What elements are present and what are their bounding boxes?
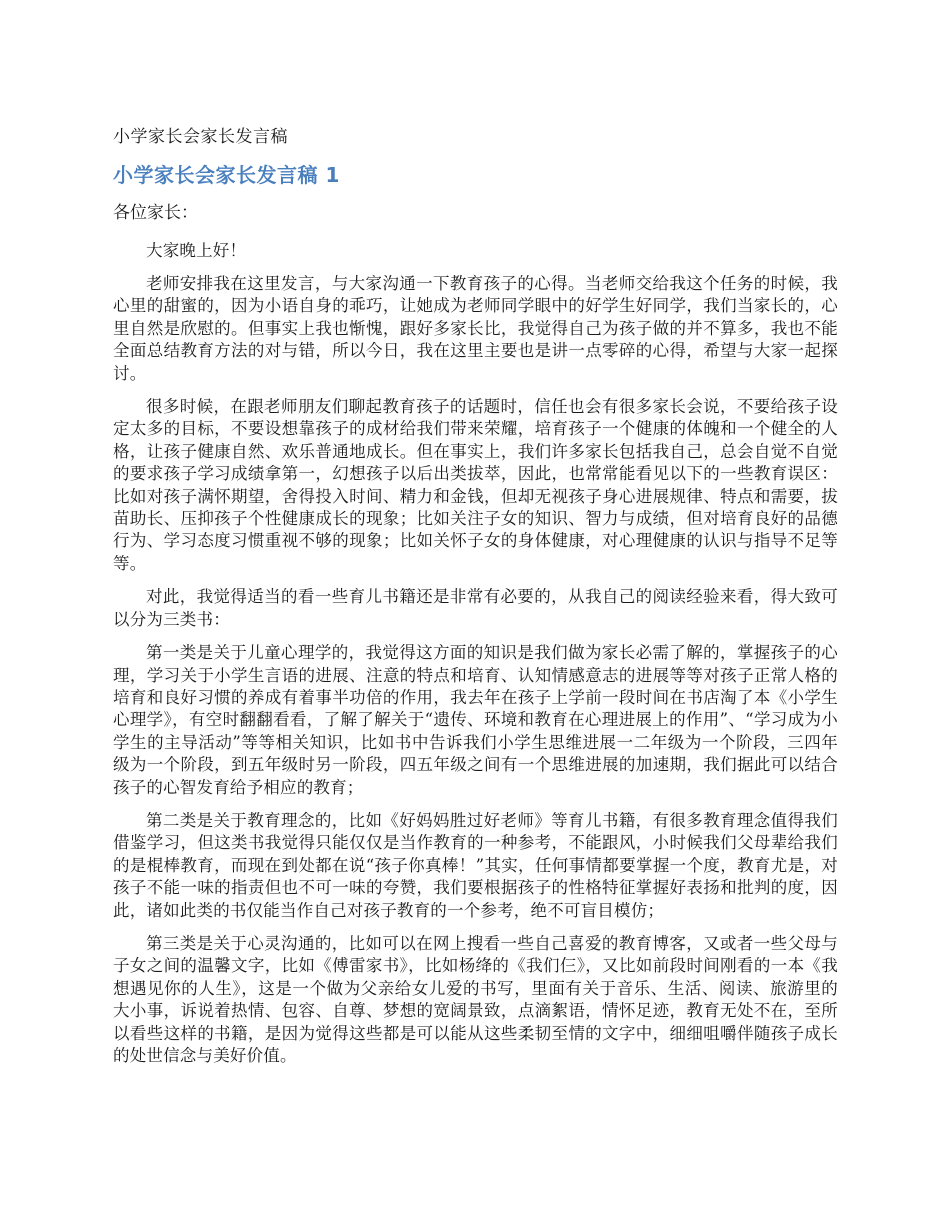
paragraph: 第二类是关于教育理念的，比如《好妈妈胜过好老师》等育儿书籍，有很多教育理念值得我们借鉴学习，但这类书我觉得只能仅仅是当作教育的一种参考，不能跟风，小时候我们父母辈给我们的是棍棒教育，而现在到处都在说“孩子你真棒！”其实，任何事情都要掌握一个度，教育尤是，对孩子不能一味的指责但也不可一味的夸赞，我们要根据孩子的性格特征掌握好表扬和批判的度，因此，诸如此类的书仅能当作自己对孩子教育的一个参考，绝不可盲目模仿；	[113, 810, 838, 920]
paragraph: 老师安排我在这里发言，与大家沟通一下教育孩子的心得。当老师交给我这个任务的时候，我心里的甜蜜的，因为小语自身的乖巧，让她成为老师同学眼中的好学生好同学，我们当家长的，心里自然是欣慰的。但事实上我也惭愧，跟好多家长比，我觉得自己为孩子做的并不算多，我也不能全面总结教育方法的对与错，所以今日，我在这里主要也是讲一点零碎的心得，希望与大家一起探讨。	[113, 274, 838, 383]
document-page	[113, 124, 838, 1078]
document-heading: 小学家长会家长发言稿 1	[113, 163, 340, 187]
paragraph: 第三类是关于心灵沟通的，比如可以在网上搜看一些自己喜爱的教育博客，又或者一些父母与子女之间的温馨文字，比如《傅雷家书》，比如杨绛的《我们仨》，又比如前段时间刚看的一本《我想遇见你的人生》，这是一个做为父亲给女儿爱的书写，里面有关于音乐、生活、阅读、旅游里的大小事，诉说着热情、包容、自尊、梦想的宽阔景致，点滴絮语，情怀足迹，教育无处不在，至所以看些这样的书籍，是因为觉得这些都是可以能从这些柔韧至情的文字中，细细咀嚼伴随孩子成长的处世信念与美好价值。	[113, 933, 838, 1065]
salutation: 各位家长：	[113, 203, 198, 223]
paragraph-greeting: 大家晚上好！	[146, 241, 247, 260]
paragraph: 很多时候，在跟老师朋友们聊起教育孩子的话题时，信任也会有很多家长会说，不要给孩子设定太多的目标，不要设想靠孩子的成材给我们带来荣耀，培育孩子一个健康的体魄和一个健全的人格，让孩子健康自然、欢乐普通地成长。但在事实上，我们许多家长包括我自己，总会自觉不自觉的要求孩子学习成绩拿第一，幻想孩子以后出类拔萃，因此，也常常能看见以下的一些教育误区：比如对孩子满怀期望，舍得投入时间、精力和金钱，但却无视孩子身心进展规律、特点和需要，拔苗助长、压抑孩子个性健康成长的现象；比如关注子女的知识、智力与成绩，但对培育良好的品德行为、学习态度习惯重视不够的现象；比如关怀子女的身体健康，对心理健康的认识与指导不足等等。	[113, 397, 838, 573]
document-label: 小学家长会家长发言稿	[113, 127, 288, 147]
paragraph: 对此，我觉得适当的看一些育儿书籍还是非常有必要的，从我自己的阅读经验来看，得大致可以分为三类书：	[113, 587, 838, 629]
paragraph: 第一类是关于儿童心理学的，我觉得这方面的知识是我们做为家长必需了解的，掌握孩子的心理，学习关于小学生言语的进展、注意的特点和培育、认知情感意志的进展等等对孩子正常人格的培育和良好习惯的养成有着事半功倍的作用，我去年在孩子上学前一段时间在书店淘了本《小学生心理学》，有空时翻翻看看，了解了解关于“遗传、环境和教育在心理进展上的作用”、“学习成为小学生的主导活动”等等相关知识，比如书中告诉我们小学生思维进展一二年级为一个阶段，三四年级为一个阶段，到五年级时另一阶段，四五年级之间有一个思维进展的加速期，我们据此可以结合孩子的心智发育给予相应的教育；	[113, 643, 838, 797]
